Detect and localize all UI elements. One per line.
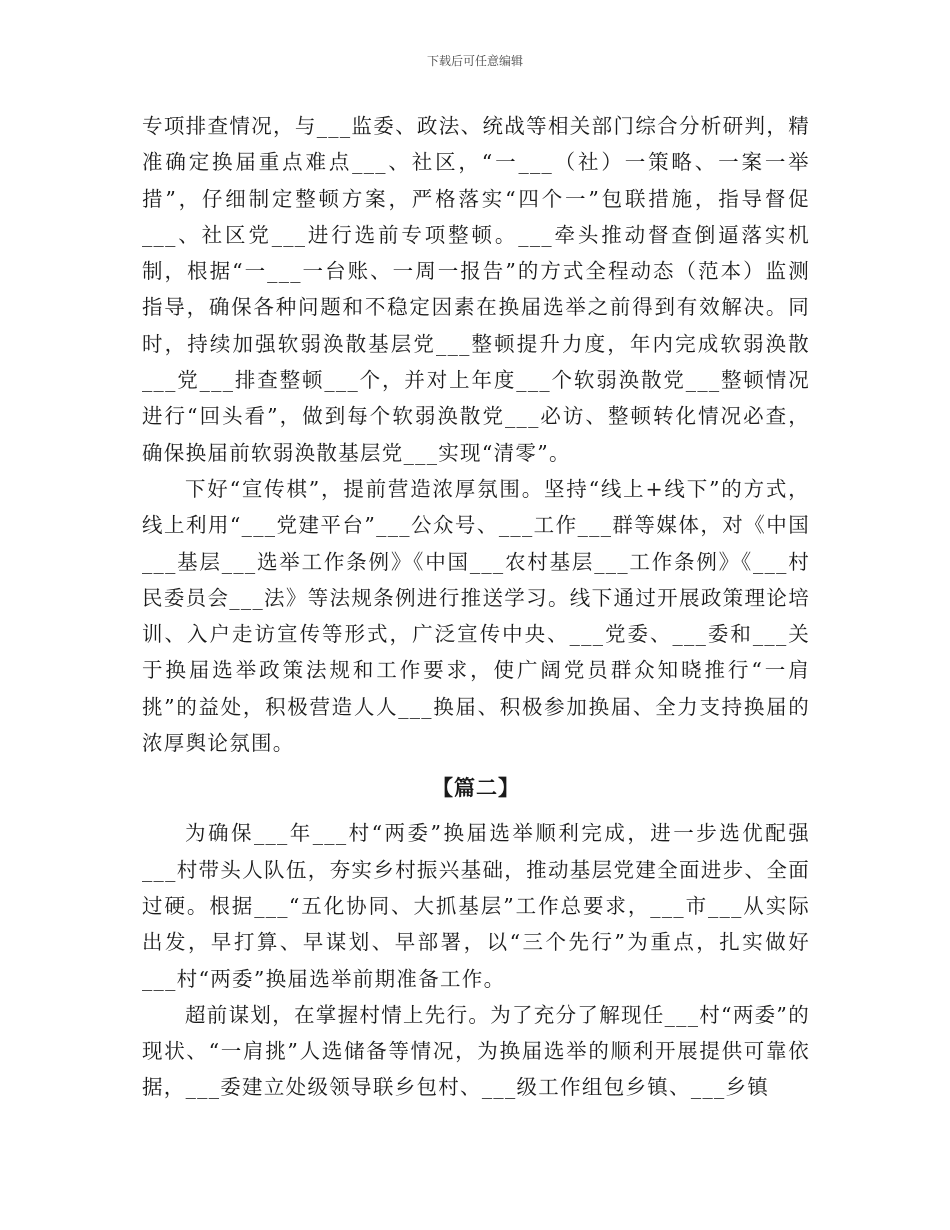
paragraph: 专项排查情况，与___监委、政法、统战等相关部门综合分析研判，精准确定换届重点难点___、社区，“一___（社）一策略、一案一举措”，仔细制定整顿方案，严格落实“四个一”包联措施，指导督促___、社区党___进行选前专项整顿。___牵头推动督查倒逼落实机制，根据“一___一台账、一周一报告”的方式全程动态（范本）监测指导，确保各种问题和不稳定因素在换届选举之前得到有效解决。同时，持续加强软弱涣散基层党___整顿提升力度，年内完成软弱涣散___党___排查整顿___个，并对上年度___个软弱涣散党___整顿情况进行“回头看”，做到每个软弱涣散党___必访、整顿转化情况必查，确保换届前软弱涣散基层党___实现“清零”。 (142, 114, 810, 465)
paragraph: 为确保___年___村“两委”换届选举顺利完成，进一步选优配强___村带头人队伍，夯实乡村振兴基础，推动基层党建全面进步、全面过硬。根据___“五化协同、大抓基层”工作总要求，___市___从实际出发，早打算、早谋划、早部署，以“三个先行”为重点，扎实做好___村“两委”换届选举前期准备工作。 (142, 821, 810, 991)
paragraph: 超前谋划，在掌握村情上先行。为了充分了解现任___村“两委”的现状、“一肩挑”人选储备等情况，为换届选举的顺利开展提供可靠依据，___委建立处级领导联乡包村、___级工作组包乡镇、___乡镇 (142, 1002, 811, 1100)
section-title: 【篇二】 (432, 776, 520, 801)
document-body (142, 108, 810, 1106)
page-header: 下载后可任意编辑 (426, 54, 523, 68)
paragraph: 下好“宣传棋”，提前营造浓厚氛围。坚持“线上+线下”的方式，线上利用“___党建平台”___公众号、___工作___群等媒体，对《中国___基层___选举工作条例》《中国___农村基层___工作条例》《___村民委员会___法》等法规条例进行推送学习。线下通过开展政策理论培训、入户走访宣传等形式，广泛宣传中央、___党委、___委和___关于换届选举政策法规和工作要求，使广阔党员群众知晓推行“一肩挑”的益处，积极营造人人___换届、积极参加换届、全力支持换届的浓厚舆论氛围。 (142, 476, 810, 756)
